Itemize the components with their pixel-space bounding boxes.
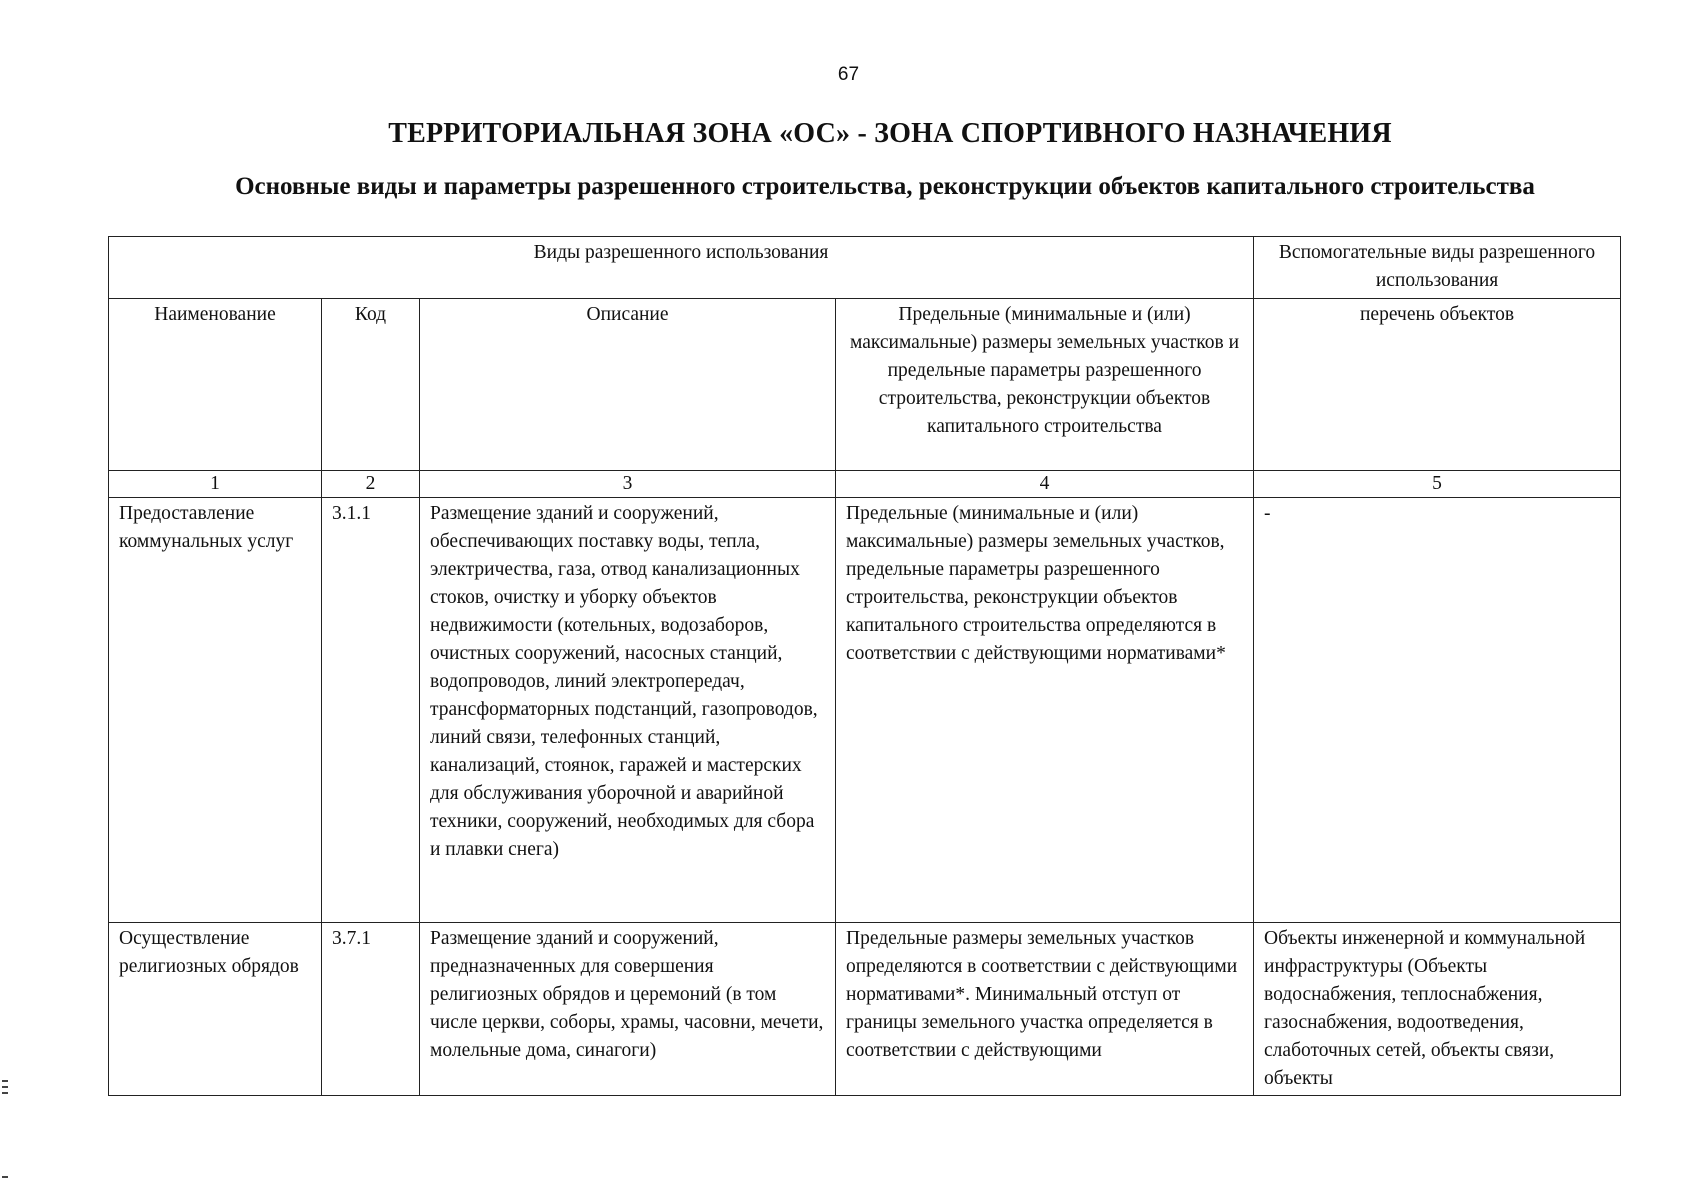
cell-code: 3.7.1 <box>322 923 420 1096</box>
cell-description: Размещение зданий и сооружений, предназначенных для совершения религиозных обрядов и церемоний (в том числе церкви, соборы, храмы, часовни, мечети, молельные дома, синагоги) <box>420 923 836 1096</box>
column-number: 5 <box>1254 471 1621 498</box>
page-subtitle: Основные виды и параметры разрешенного строительства, реконструкции объектов капитального строительства <box>235 173 1535 200</box>
column-number: 2 <box>322 471 420 498</box>
column-header-code: Код <box>322 299 420 471</box>
column-number-row <box>109 471 1621 498</box>
column-header-name: Наименование <box>109 299 322 471</box>
column-number: 1 <box>109 471 322 498</box>
column-number: 4 <box>836 471 1254 498</box>
column-header-objects: перечень объектов <box>1254 299 1621 471</box>
cell-code: 3.1.1 <box>322 498 420 923</box>
cell-objects: - <box>1254 498 1621 923</box>
margin-mark <box>2 1080 8 1082</box>
table-row <box>109 923 1621 1096</box>
permitted-use-table <box>108 236 1621 1096</box>
table-row <box>109 498 1621 923</box>
table-group-header-row <box>109 237 1621 299</box>
column-number: 3 <box>420 471 836 498</box>
column-header-limits: Предельные (минимальные и (или) максимальные) размеры земельных участков и предельные параметры разрешенного строительства, реконструкции объектов капитального строительства <box>836 299 1254 471</box>
column-header-description: Описание <box>420 299 836 471</box>
cell-name: Предоставление коммунальных услуг <box>109 498 322 923</box>
cell-limits: Предельные размеры земельных участков определяются в соответствии с действующими нормативами*. Минимальный отступ от границы земельного участка определяется в соответствии с действующими <box>836 923 1254 1096</box>
margin-mark <box>2 1092 8 1094</box>
cell-objects: Объекты инженерной и коммунальной инфраструктуры (Объекты водоснабжения, теплоснабжения, газоснабжения, водоотведения, слаботочных сетей, объекты связи, объекты <box>1254 923 1621 1096</box>
group-header-main: Виды разрешенного использования <box>109 237 1254 299</box>
page-title: ТЕРРИТОРИАЛЬНАЯ ЗОНА «ОС» - ЗОНА СПОРТИВНОГО НАЗНАЧЕНИЯ <box>388 118 1392 149</box>
group-header-auxiliary: Вспомогательные виды разрешенного использования <box>1254 237 1621 299</box>
margin-mark <box>2 1086 8 1088</box>
page-number: 67 <box>837 64 860 85</box>
margin-mark <box>2 1176 8 1178</box>
cell-limits: Предельные (минимальные и (или) максимальные) размеры земельных участков, предельные параметры разрешенного строительства, реконструкции объектов капитального строительства определяются в соответствии с действующими нормативами* <box>836 498 1254 923</box>
cell-name: Осуществление религиозных обрядов <box>109 923 322 1096</box>
table-column-header-row <box>109 299 1621 471</box>
cell-description: Размещение зданий и сооружений, обеспечивающих поставку воды, тепла, электричества, газа, отвод канализационных стоков, очистку и уборку объектов недвижимости (котельных, водозаборов, очистных сооружений, насосных станций, водопроводов, линий электропередач, трансформаторных подстанций, газопроводов, линий связи, телефонных станций, канализаций, стоянок, гаражей и мастерских для обслуживания уборочной и аварийной техники, сооружений, необходимых для сбора и плавки снега) <box>420 498 836 923</box>
